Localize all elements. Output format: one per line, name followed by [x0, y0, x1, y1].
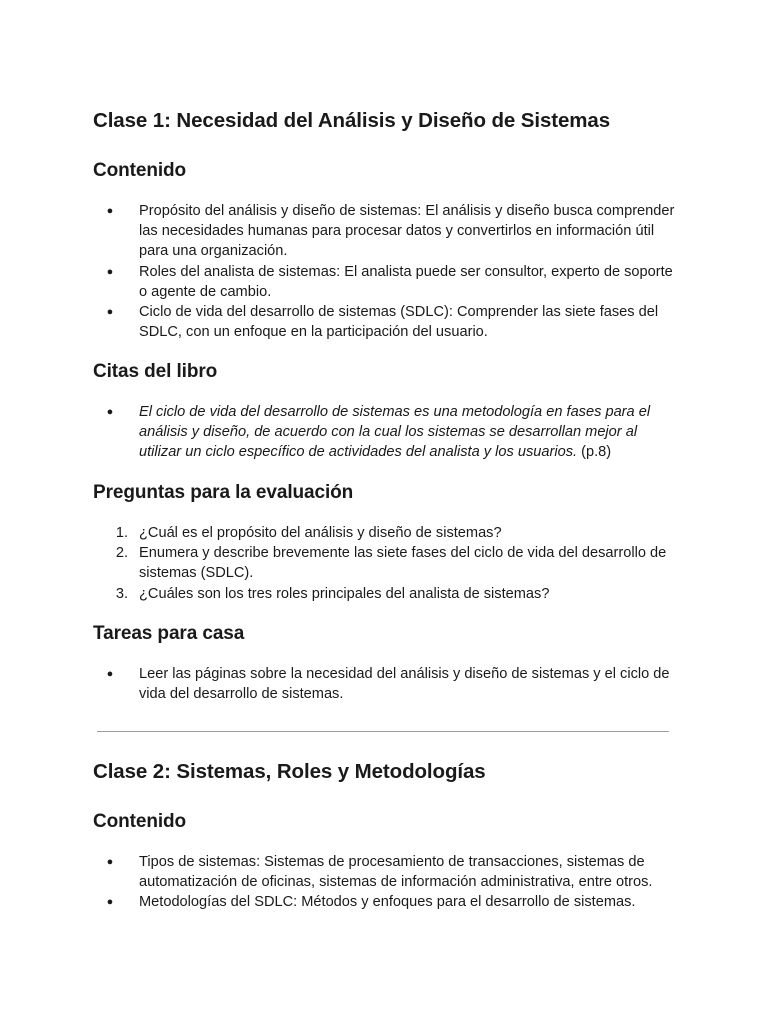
list-item-text: Roles del analista de sistemas: El analista puede ser consultor, experto de soporte o agente de cambio. — [139, 263, 673, 300]
class1-preguntas-heading: Preguntas para la evaluación — [93, 482, 354, 503]
list-item-text: ¿Cuáles son los tres roles principales del analista de sistemas? — [139, 585, 550, 602]
class1-citas-list — [93, 402, 678, 463]
bullet-icon: ● — [106, 406, 114, 418]
list-item — [93, 852, 678, 892]
bullet-icon: ● — [106, 265, 114, 278]
class1-preguntas-list — [93, 523, 678, 604]
class2-title: Clase 2: Sistemas, Roles y Metodologías — [93, 760, 486, 783]
class2-contenido-heading: Contenido — [93, 811, 187, 832]
class1-title: Clase 1: Necesidad del Análisis y Diseño de Sistemas — [93, 109, 611, 132]
bullet-icon: ● — [106, 668, 114, 680]
list-item-text: ¿Cuál es el propósito del análisis y diseño de sistemas? — [139, 525, 502, 541]
quote-text: El ciclo de vida del desarrollo de sistemas es una metodología en fases para el análisis y diseño, de acuerdo con la cual los sistemas se desarrollan mejor al utilizar un ciclo específico de actividades del analista y los usuarios. — [139, 404, 651, 461]
list-item-text: Leer las páginas sobre la necesidad del análisis y diseño de sistemas y el ciclo de vida del desarrollo de sistemas. — [139, 666, 670, 703]
list-item — [93, 543, 678, 583]
class1-tareas-heading: Tareas para casa — [93, 623, 245, 644]
list-item — [93, 664, 678, 704]
list-item — [93, 523, 678, 543]
bullet-icon: ● — [106, 856, 114, 868]
quote-reference: (p.8) — [577, 444, 612, 461]
bullet-icon: ● — [106, 896, 114, 909]
list-item — [93, 584, 678, 604]
class1-citas-heading: Citas del libro — [93, 361, 218, 382]
bullet-icon: ● — [106, 205, 114, 217]
list-item-text: Ciclo de vida del desarrollo de sistemas (SDLC): Comprender las siete fases del SDLC, con un enfoque en la participación del usuario. — [139, 304, 659, 341]
bullet-icon: ● — [106, 306, 114, 319]
list-item-text: Metodologías del SDLC: Métodos y enfoques para el desarrollo de sistemas. — [139, 894, 636, 911]
list-item — [93, 262, 678, 302]
list-item-text: Tipos de sistemas: Sistemas de procesamiento de transacciones, sistemas de automatización de oficinas, sistemas de información administrativa, entre otros. — [139, 854, 653, 891]
section-divider — [97, 731, 669, 732]
list-number: 3. — [115, 585, 128, 602]
list-number: 1. — [115, 525, 128, 541]
list-number: 2. — [115, 545, 128, 562]
list-item — [93, 402, 678, 463]
list-item — [93, 302, 678, 342]
class1-contenido-heading: Contenido — [93, 160, 187, 181]
list-item-text: Enumera y describe brevemente las siete fases del ciclo de vida del desarrollo de sistemas (SDLC). — [139, 545, 667, 582]
list-item-text: Propósito del análisis y diseño de sistemas: El análisis y diseño busca comprender las necesidades humanas para procesar datos y convertirlos en información útil para una organización. — [139, 203, 675, 260]
class1-contenido-list — [93, 201, 678, 342]
class2-contenido-list — [93, 852, 678, 913]
list-item — [93, 892, 678, 912]
list-item — [93, 201, 678, 262]
class1-tareas-list — [93, 664, 678, 704]
